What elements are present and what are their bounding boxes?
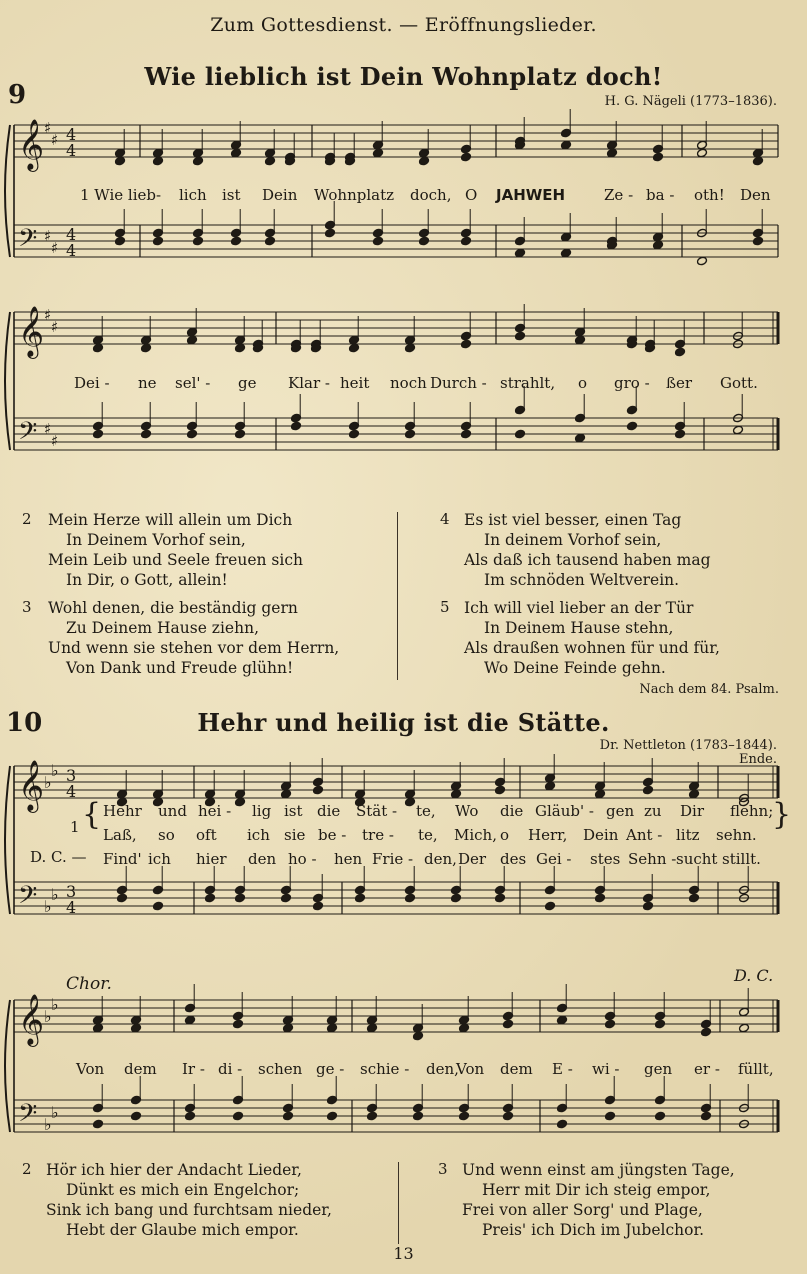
note-head — [327, 1111, 338, 1121]
note-head — [355, 893, 366, 903]
lyric-syllable: Der — [458, 850, 487, 868]
note-head — [545, 901, 556, 911]
note-head — [153, 156, 164, 166]
note-head — [689, 893, 700, 903]
lyric-syllable: hei - — [198, 802, 232, 820]
lyric-syllable: Von — [76, 1060, 105, 1078]
lyric-syllable: ist — [222, 186, 241, 204]
lyric-syllable: den, — [426, 1060, 459, 1078]
note-head — [413, 1031, 424, 1041]
note-head — [689, 789, 700, 799]
lyric-syllable: o — [500, 826, 510, 844]
note-head — [187, 429, 198, 439]
note-head — [495, 893, 506, 903]
lyric-syllable: E - — [552, 1060, 573, 1078]
lyric-syllable: 1 Wie lieb- — [80, 186, 162, 204]
note-head — [265, 156, 276, 166]
note-head — [605, 1111, 616, 1121]
note-head — [349, 429, 360, 439]
note-head — [545, 781, 556, 791]
note-head — [187, 335, 198, 345]
lyric-syllable: noch — [390, 374, 427, 392]
hymn-10-composer: Dr. Nettleton (1783–1844). — [599, 738, 777, 753]
system-bracket — [5, 766, 10, 914]
key-sharp: ♯ — [51, 239, 59, 257]
note-head — [461, 152, 472, 162]
note-head — [575, 433, 586, 443]
lyric-syllable: sucht — [676, 850, 718, 868]
note-head — [367, 1023, 378, 1033]
note-head — [653, 240, 664, 250]
lyric-syllable: tre - — [362, 826, 394, 844]
note-head — [131, 1111, 142, 1121]
verse-line: Frei von aller Sorg' und Plage, — [462, 1201, 703, 1219]
lyric-syllable: oft — [196, 826, 217, 844]
note-head — [627, 421, 638, 431]
note-head — [373, 236, 384, 246]
note-head — [231, 236, 242, 246]
verse-line: Mein Herze will allein um Dich — [48, 511, 293, 529]
lyric-syllable: und — [158, 802, 187, 820]
note-head — [653, 152, 664, 162]
note-head — [643, 901, 654, 911]
note-head — [235, 893, 246, 903]
note-head — [419, 156, 430, 166]
lyric-syllable: Dein — [262, 186, 298, 204]
verse-line: Mein Leib und Seele freuen sich — [48, 551, 303, 569]
hymn-number-10: 10 — [6, 708, 43, 738]
lyric-syllable: strahlt, — [500, 374, 556, 392]
left-brace: { — [82, 797, 102, 832]
note-head — [405, 343, 416, 353]
key-flat: ♭ — [51, 995, 59, 1014]
lyric-syllable: o — [578, 374, 588, 392]
note-head — [461, 236, 472, 246]
lyric-syllable: zu — [644, 802, 662, 820]
time-signature: 3 — [66, 882, 77, 901]
hymn-title-10: Hehr und heilig ist die Stätte. — [197, 708, 610, 737]
note-head — [405, 797, 416, 807]
system-bracket — [5, 312, 10, 450]
note-head — [675, 347, 686, 357]
note-head — [205, 893, 216, 903]
lyric-syllable: Ant - — [626, 826, 663, 844]
lyric-syllable: litz — [676, 826, 700, 844]
note-head — [141, 343, 152, 353]
lyric-syllable: Gläub' - — [535, 802, 594, 820]
note-head — [503, 1111, 514, 1121]
key-flat: ♭ — [44, 1115, 52, 1134]
key-flat: ♭ — [44, 1007, 52, 1026]
lyric-syllable: des — [500, 850, 527, 868]
lyric-syllable: Dir — [680, 802, 704, 820]
note-head — [131, 1023, 142, 1033]
verse-line: Dünkt es mich ein Engelchor; — [66, 1181, 300, 1199]
note-head — [575, 335, 586, 345]
lyric-syllable: ba - — [646, 186, 675, 204]
lyric-syllable: Ir - — [182, 1060, 205, 1078]
note-head — [557, 1015, 568, 1025]
lyric-syllable: be - — [318, 826, 347, 844]
note-head — [753, 156, 764, 166]
running-header: Zum Gottesdienst. — Eröffnungslieder. — [210, 14, 597, 36]
verse-line: In Deinem Hause stehn, — [484, 619, 674, 637]
verse-line: Ich will viel lieber an der Tür — [464, 599, 694, 617]
treble-clef: 𝄞 — [18, 760, 45, 811]
note-head — [701, 1111, 712, 1121]
lyric-syllable: Herr, — [528, 826, 568, 844]
treble-clef: 𝄞 — [18, 119, 45, 170]
lyric-syllable: Den — [740, 186, 771, 204]
verse-number: 2 — [22, 510, 32, 528]
note-head — [233, 1111, 244, 1121]
lyric-syllable: Frie - — [372, 850, 414, 868]
dc-label: D. C. — — [30, 848, 87, 866]
lyric-syllable: ist — [284, 802, 303, 820]
time-signature: 4 — [66, 782, 77, 801]
lyric-syllable: O — [465, 186, 478, 204]
lyric-syllable: Dein — [583, 826, 619, 844]
note-head — [193, 156, 204, 166]
lyric-syllable: gen — [644, 1060, 673, 1078]
verse-number: 3 — [22, 598, 32, 616]
note-head — [235, 797, 246, 807]
note-head — [643, 785, 654, 795]
key-flat: ♭ — [51, 885, 59, 904]
lyric-syllable: Hehr — [103, 802, 142, 820]
note-head — [451, 789, 462, 799]
fine-mark: Ende. — [738, 752, 777, 767]
page-number: 13 — [393, 1244, 414, 1263]
note-head — [313, 785, 324, 795]
note-head — [515, 429, 526, 439]
note-head — [701, 1027, 712, 1037]
verse-line: Wohl denen, die beständig gern — [48, 599, 298, 617]
note-head — [419, 236, 430, 246]
lyric-syllable: doch, — [410, 186, 452, 204]
verse-line: Im schnöden Weltverein. — [484, 571, 680, 589]
key-sharp: ♯ — [51, 432, 59, 450]
lyric-syllable: er - — [694, 1060, 720, 1078]
lyric-syllable: ho - — [288, 850, 317, 868]
note-head — [291, 421, 302, 431]
verse-number: 2 — [22, 1160, 32, 1178]
lyric-syllable: so — [158, 826, 175, 844]
note-head — [193, 236, 204, 246]
time-signature: 4 — [66, 241, 77, 260]
lyric-syllable: schie - — [360, 1060, 410, 1078]
note-head — [153, 236, 164, 246]
lyric-syllable: Wo — [455, 802, 479, 820]
note-head — [93, 1023, 104, 1033]
verse-line: Zu Deinem Hause ziehn, — [66, 619, 260, 637]
lyric-syllable: dem — [500, 1060, 533, 1078]
verse-number: 4 — [440, 510, 450, 528]
note-head — [675, 429, 686, 439]
lyric-syllable: ich — [148, 850, 171, 868]
note-head — [413, 1111, 424, 1121]
note-head — [461, 339, 472, 349]
verse-divider — [397, 512, 398, 680]
lyric-syllable: gro - — [614, 374, 650, 392]
system-bracket — [5, 1000, 10, 1132]
verse-line: In deinem Vorhof sein, — [484, 531, 662, 549]
lyric-syllable: Durch - — [430, 374, 487, 392]
note-head — [373, 148, 384, 158]
note-head — [93, 429, 104, 439]
lyric-syllable: Wohnplatz — [314, 186, 395, 204]
note-head — [313, 901, 324, 911]
hymn-9-source: Nach dem 84. Psalm. — [639, 682, 779, 697]
lyric-syllable: Stät - — [356, 802, 398, 820]
note-head — [697, 256, 708, 266]
dc-mark: D. C. — [734, 966, 774, 985]
key-sharp: ♯ — [44, 306, 52, 324]
note-head — [115, 236, 126, 246]
note-head — [349, 343, 360, 353]
note-head — [325, 228, 336, 238]
time-signature: 4 — [66, 225, 77, 244]
note-head — [281, 893, 292, 903]
lyric-syllable: Dei - — [74, 374, 110, 392]
note-head — [141, 429, 152, 439]
verse-line: Preis' ich Dich im Jubelchor. — [482, 1221, 705, 1239]
note-head — [185, 1015, 196, 1025]
key-sharp: ♯ — [44, 227, 52, 245]
bass-clef: 𝄢 — [18, 881, 38, 916]
note-head — [281, 789, 292, 799]
key-sharp: ♯ — [51, 131, 59, 149]
note-head — [503, 1019, 514, 1029]
lyric-syllable: Von — [456, 1060, 485, 1078]
verse-number: 3 — [438, 1160, 448, 1178]
lyric-syllable: ge — [238, 374, 257, 392]
note-head — [93, 1119, 104, 1129]
note-head — [655, 1111, 666, 1121]
hymn-9-composer: H. G. Nägeli (1773–1836). — [604, 94, 777, 109]
note-head — [405, 893, 416, 903]
verse-line: In Dir, o Gott, allein! — [66, 571, 228, 589]
note-head — [495, 785, 506, 795]
note-head — [461, 429, 472, 439]
lyric-syllable: stes — [590, 850, 621, 868]
lyric-syllable: ich — [247, 826, 270, 844]
note-head — [655, 1019, 666, 1029]
note-head — [367, 1111, 378, 1121]
verse-number: 5 — [440, 598, 450, 616]
bass-clef: 𝄢 — [18, 1099, 38, 1134]
note-head — [235, 343, 246, 353]
lyric-syllable: hen — [334, 850, 363, 868]
lyric-syllable: dem — [124, 1060, 157, 1078]
note-head — [697, 148, 708, 158]
lyric-syllable: sel' - — [175, 374, 211, 392]
lyric-syllable: gen — [606, 802, 635, 820]
verse-line: Sink ich bang und furchtsam nieder, — [46, 1201, 332, 1219]
lyric-syllable: lich — [179, 186, 207, 204]
verse-line: Hör ich hier der Andacht Lieder, — [46, 1161, 302, 1179]
note-head — [283, 1023, 294, 1033]
lyric-syllable: Laß, — [103, 826, 137, 844]
time-signature: 4 — [66, 125, 77, 144]
lyric-syllable: flehn; — [730, 802, 774, 820]
lyric-syllable: wi - — [592, 1060, 620, 1078]
lyric-syllable: oth! — [694, 186, 725, 204]
lyric-syllable: ßer — [666, 374, 693, 392]
lyric-syllable: Klar - — [288, 374, 330, 392]
note-head — [595, 789, 606, 799]
lyric-syllable: Mich, — [454, 826, 497, 844]
system-bracket — [5, 125, 10, 257]
note-head — [451, 893, 462, 903]
note-head — [235, 429, 246, 439]
verse-divider — [398, 1162, 399, 1244]
chor-label: Chor. — [66, 974, 112, 994]
bass-clef: 𝄢 — [18, 417, 38, 452]
verse-line: Und wenn einst am jüngsten Tage, — [462, 1161, 735, 1179]
lyric-syllable: JAHWEH — [496, 186, 566, 204]
lyric-syllable: sehn. — [716, 826, 757, 844]
note-head — [739, 1023, 750, 1033]
verse-line: Hebt der Glaube mich empor. — [66, 1221, 299, 1239]
lyric-syllable: die — [500, 802, 524, 820]
note-head — [327, 1023, 338, 1033]
treble-clef: 𝄞 — [18, 994, 45, 1045]
verse-line: Als draußen wohnen für und für, — [464, 639, 720, 657]
key-flat: ♭ — [44, 897, 52, 916]
verse-line: Von Dank und Freude glühn! — [66, 659, 294, 677]
note-head — [185, 1111, 196, 1121]
note-head — [595, 893, 606, 903]
lyric-syllable: sie — [284, 826, 306, 844]
note-head — [233, 1019, 244, 1029]
verse-line: Es ist viel besser, einen Tag — [464, 511, 682, 529]
note-head — [459, 1111, 470, 1121]
lyric-syllable: te, — [418, 826, 438, 844]
note-head — [405, 429, 416, 439]
lyric-syllable: ne — [138, 374, 157, 392]
note-head — [283, 1111, 294, 1121]
verse-line: Als daß ich tausend haben mag — [464, 551, 711, 569]
lyric-syllable: die — [317, 802, 341, 820]
lyric-syllable: Find' — [103, 850, 142, 868]
lyric-syllable: schen — [258, 1060, 303, 1078]
lyric-syllable: hier — [196, 850, 227, 868]
note-head — [515, 248, 526, 258]
verse-number: 1 — [70, 818, 80, 836]
lyric-syllable: stillt. — [722, 850, 761, 868]
note-head — [561, 140, 572, 150]
note-head — [557, 1119, 568, 1129]
note-head — [753, 236, 764, 246]
hymn-title-9: Wie lieblich ist Dein Wohnplatz doch! — [144, 62, 663, 91]
note-head — [605, 1019, 616, 1029]
note-head — [153, 901, 164, 911]
note-head — [733, 425, 744, 435]
key-sharp: ♯ — [44, 119, 52, 137]
lyric-syllable: te, — [416, 802, 436, 820]
key-flat: ♭ — [51, 761, 59, 780]
note-head — [607, 148, 618, 158]
lyric-syllable: füllt, — [738, 1060, 774, 1078]
lyric-syllable: ge - — [316, 1060, 345, 1078]
key-flat: ♭ — [44, 773, 52, 792]
right-brace: } — [772, 797, 792, 832]
key-flat: ♭ — [51, 1103, 59, 1122]
verse-line: Herr mit Dir ich steig empor, — [482, 1181, 711, 1199]
note-head — [515, 331, 526, 341]
lyric-syllable: di - — [218, 1060, 243, 1078]
note-head — [117, 893, 128, 903]
hymn-number-9: 9 — [8, 80, 27, 110]
note-head — [265, 236, 276, 246]
time-signature: 4 — [66, 898, 77, 917]
lyric-syllable: Gott. — [720, 374, 758, 392]
note-head — [459, 1023, 470, 1033]
note-head — [115, 156, 126, 166]
note-head — [231, 148, 242, 158]
time-signature: 3 — [66, 766, 77, 785]
treble-clef: 𝄞 — [18, 306, 45, 357]
note-head — [93, 343, 104, 353]
lyric-syllable: den, — [424, 850, 457, 868]
lyric-syllable: Gei - — [536, 850, 572, 868]
key-sharp: ♯ — [51, 318, 59, 336]
lyric-syllable: lig — [252, 802, 272, 820]
lyric-syllable: Sehn - — [628, 850, 677, 868]
note-head — [561, 248, 572, 258]
key-sharp: ♯ — [44, 420, 52, 438]
time-signature: 4 — [66, 141, 77, 160]
verse-line: Wo Deine Feinde gehn. — [484, 659, 666, 677]
lyric-syllable: Ze - — [604, 186, 634, 204]
bass-clef: 𝄢 — [18, 224, 38, 259]
verse-line: In Deinem Vorhof sein, — [66, 531, 246, 549]
verse-line: Und wenn sie stehen vor dem Herrn, — [48, 639, 340, 657]
lyric-syllable: heit — [340, 374, 370, 392]
lyric-syllable: den — [248, 850, 277, 868]
